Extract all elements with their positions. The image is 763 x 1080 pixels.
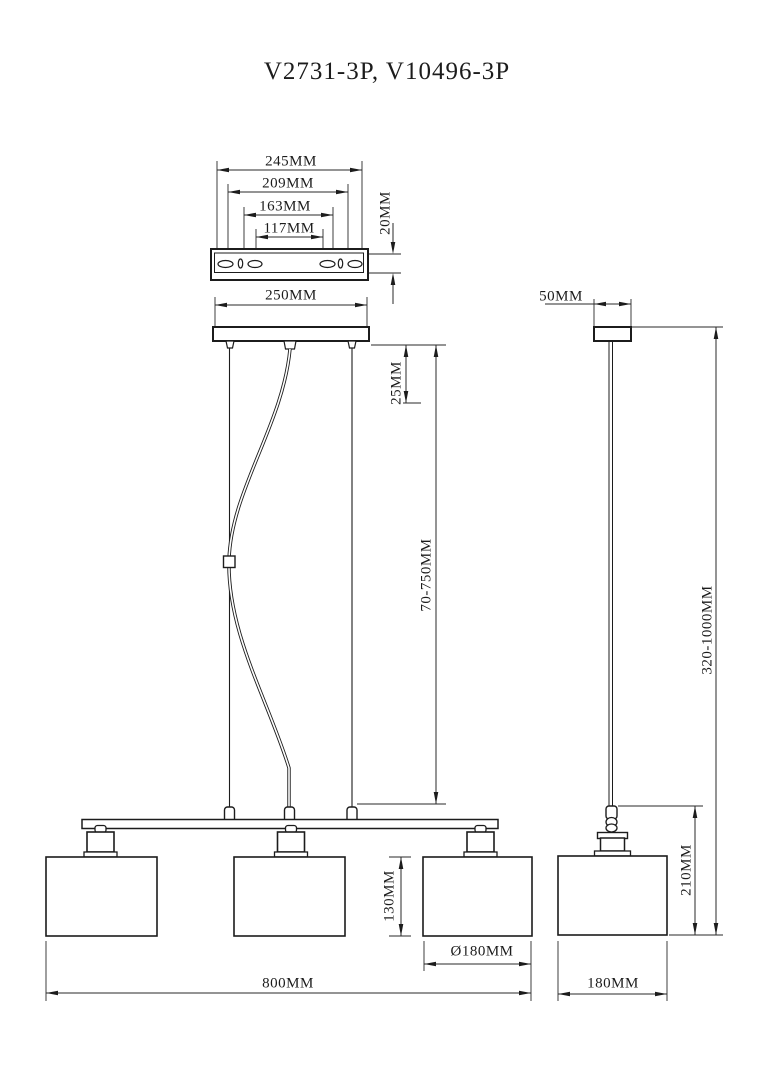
- dim-canopy-offset-25mm: 25MM: [388, 361, 405, 405]
- bracket-slot: [218, 261, 233, 268]
- dim-bracket-thickness-20mm: 20MM: [377, 191, 394, 235]
- lamp-socket: [467, 832, 494, 852]
- dim-bracket-245mm: 245MM: [265, 153, 317, 170]
- lamp-shade: [423, 857, 532, 936]
- bracket-hole: [338, 259, 342, 268]
- lamp-shade: [234, 857, 345, 936]
- lamp-socket: [278, 832, 305, 852]
- bracket-hole: [238, 259, 242, 268]
- dim-suspension-70-750mm: 70-750MM: [418, 538, 435, 612]
- dim-canopy-250mm: 250MM: [265, 287, 317, 304]
- dim-bracket-117mm: 117MM: [263, 220, 315, 237]
- lamp-shade: [46, 857, 157, 936]
- cord-nipple: [284, 341, 296, 349]
- dim-bracket-163mm: 163MM: [259, 198, 311, 215]
- cord-clip: [224, 556, 236, 568]
- dim-overall-320-1000mm: 320-1000MM: [699, 585, 716, 675]
- front-view: [46, 327, 532, 936]
- drawing-title: V2731-3P, V10496-3P: [263, 58, 511, 85]
- dim-shade-diameter-180mm: Ø180MM: [450, 943, 514, 960]
- canopy: [213, 327, 369, 341]
- dim-side-canopy-50mm: 50MM: [539, 288, 583, 305]
- lamp-socket-side: [601, 838, 625, 851]
- bracket-slot: [320, 261, 335, 268]
- mounting-bracket-view: [211, 249, 368, 280]
- cable-nipple: [226, 341, 234, 348]
- dim-fixture-width-800mm: 800MM: [262, 975, 314, 992]
- power-cord: [229, 349, 290, 807]
- dim-bracket-209mm: 209MM: [262, 175, 314, 192]
- grip-ball: [606, 824, 617, 832]
- dim-side-shade-180mm: 180MM: [587, 975, 639, 992]
- canopy-side: [594, 327, 631, 341]
- bracket-slot: [248, 261, 262, 268]
- lamp-shade-side: [558, 856, 667, 935]
- side-view: [558, 327, 667, 935]
- cable-nipple: [348, 341, 356, 348]
- dim-lamp-drop-210mm: 210MM: [678, 844, 695, 896]
- bracket-slot: [348, 261, 362, 268]
- lamp-socket: [87, 832, 114, 852]
- dim-shade-height-130mm: 130MM: [381, 870, 398, 922]
